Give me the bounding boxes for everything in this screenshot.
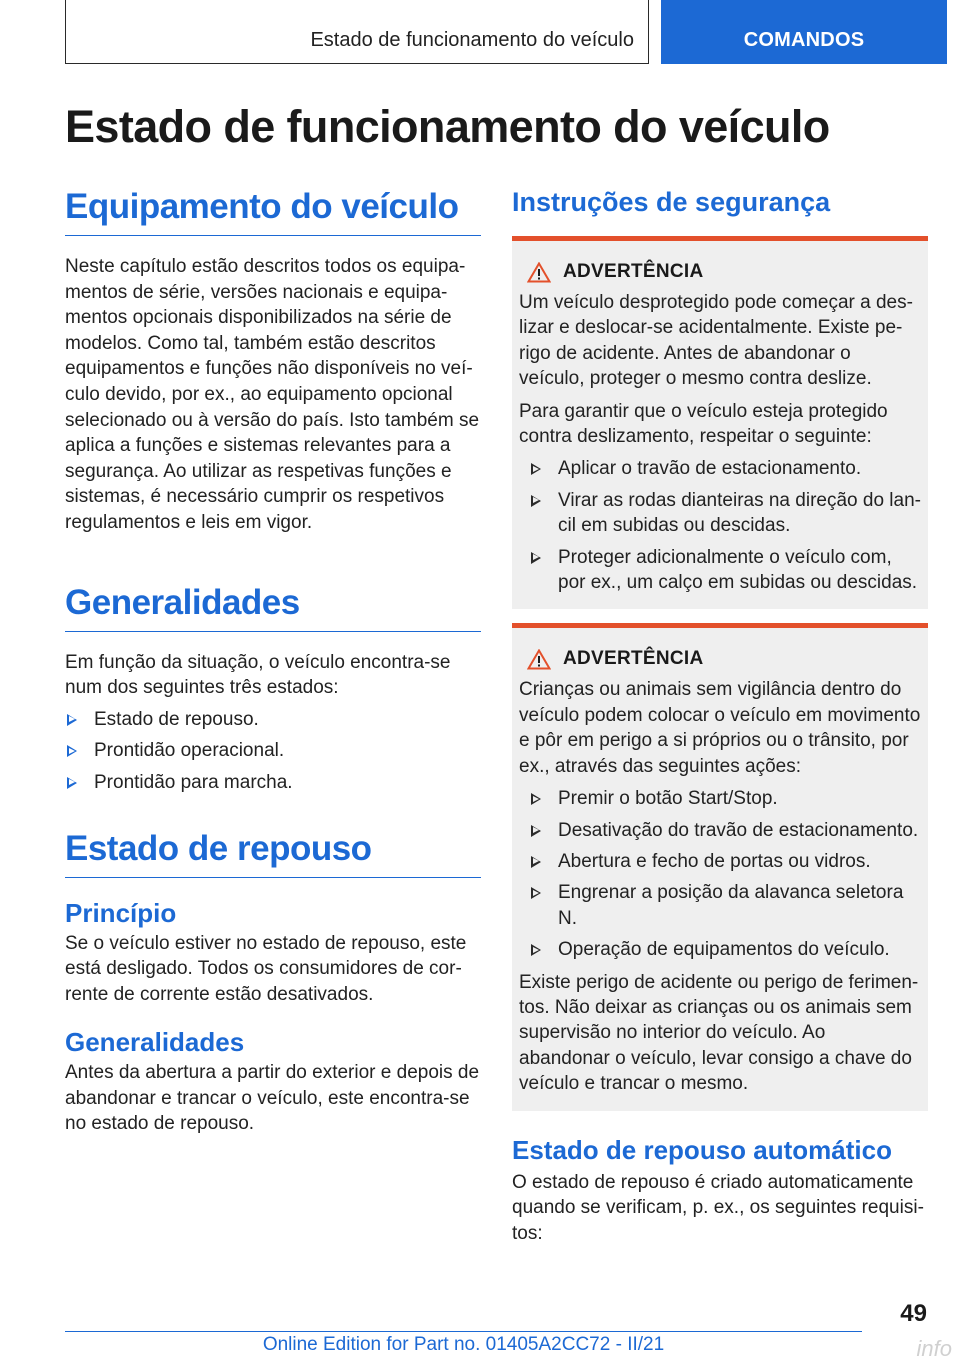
list-item: Virar as rodas dianteiras na direção do lancil em subidas ou descidas. — [529, 488, 921, 539]
list-item: Aplicar o travão de estacionamento. — [529, 456, 921, 481]
generalidades-text: Em função da situação, o veículo encontra-se num dos seguintes três estados: — [65, 651, 451, 699]
warning-box-2 — [512, 623, 928, 1110]
bullet-triangle-icon — [531, 463, 541, 475]
left-column — [65, 187, 481, 1137]
bullet-triangle-icon — [531, 944, 541, 956]
footer-divider — [65, 1331, 862, 1332]
header-chapter-tab[interactable] — [661, 0, 947, 64]
list-item: Operação de equipamentos do veículo. — [529, 937, 921, 962]
bullet-triangle-icon — [531, 552, 541, 564]
warning2-text-2: Existe perigo de acidente ou perigo de ferimentos. Não deixar as crianças ou os animais sem supervisão no interior do veículo. Ao abandonar o veículo, levar consigo a chave do veículo e trancar o mesmo. — [519, 971, 919, 1095]
warning-label: ADVERTÊNCIA — [563, 261, 704, 282]
heading-equipamento: Equipamento do veículo — [65, 187, 481, 236]
header-chapter-label: COMANDOS — [743, 29, 865, 51]
footer-edition-text: Online Edition for Part no. 01405A2CC72 - II/21 — [262, 1334, 665, 1355]
list-item: Prontidão operacional. — [65, 738, 481, 764]
right-column — [512, 187, 928, 1246]
warning-triangle-icon — [527, 262, 551, 283]
bullet-triangle-icon — [67, 745, 77, 757]
header-section-title: Estado de funcionamento do veículo — [310, 29, 634, 51]
bullet-triangle-icon — [67, 777, 77, 789]
page-number: 49 — [900, 1300, 927, 1327]
heading-generalidades: Generalidades — [65, 583, 481, 632]
states-list — [65, 707, 481, 796]
list-item: Abertura e fecho de portas ou vidros. — [529, 849, 921, 874]
principio-text: Se o veículo estiver no estado de repouso, este está desligado. Todos os consumidores de corrente de corrente estão desativados. — [65, 932, 467, 1005]
list-item: Proteger adicionalmente o veículo com, por ex., um calço em subidas ou descidas. — [529, 545, 921, 596]
bullet-triangle-icon — [531, 793, 541, 805]
list-item: Desativação do travão de estacionamento. — [529, 818, 921, 843]
header-section-box — [65, 0, 649, 64]
heading-estado-repouso: Estado de repouso — [65, 829, 481, 878]
generalidades-repouso-text: Antes da abertura a partir do exterior e depois de abandonar e trancar o veículo, este encontra-se no estado de repouso. — [65, 1062, 480, 1135]
equipamento-text: Neste capítulo estão descritos todos os equipamentos de série, versões nacionais e equipamentos opcionais disponibilizados na série de modelos. Como tal, também estão descritos equipamentos e funções não disponíveis no veículo devido, por ex., ao equipamento opcional selecionado ou à versão do país. Isto também se aplica a funções e sistemas relevantes para a segurança. Ao utilizar as respetivas funções e sistemas, é necessário cumprir os respetivos regulamentos e leis em vigor. — [65, 256, 480, 533]
heading-repouso-automatico: Estado de repouso automático — [512, 1134, 892, 1165]
bullet-triangle-icon — [531, 856, 541, 868]
warning-triangle-icon — [527, 649, 551, 670]
bullet-triangle-icon — [531, 495, 541, 507]
page-title: Estado de funcionamento do veículo — [65, 101, 830, 152]
list-item: Prontidão para marcha. — [65, 770, 481, 796]
list-item: Engrenar a posição da alavanca seletora N. — [529, 880, 921, 931]
bullet-triangle-icon — [531, 887, 541, 899]
warning-box-1 — [512, 236, 928, 609]
warning-label: ADVERTÊNCIA — [563, 648, 704, 670]
heading-principio: Princípio — [65, 897, 177, 928]
watermark-text: info — [916, 1336, 952, 1361]
heading-generalidades-repouso: Generalidades — [65, 1027, 245, 1058]
warning2-list — [529, 786, 921, 962]
bullet-triangle-icon — [67, 714, 77, 726]
heading-instrucoes-seguranca: Instruções de segurança — [512, 187, 831, 217]
repouso-automatico-text: O estado de repouso é criado automaticamente quando se verificam, p. ex., os seguintes requisitos: — [512, 1171, 924, 1244]
warning1-text: Um veículo desprotegido pode começar a deslizar e deslocar-se acidentalmente. Existe perigo de acidente. Antes de abandonar o veículo, proteger o mesmo contra deslize. — [519, 292, 913, 390]
warning1-list — [529, 456, 921, 595]
list-item: Estado de repouso. — [65, 707, 481, 733]
warning1-text-2: Para garantir que o veículo esteja protegido contra deslizamento, respeitar o seguinte: — [519, 400, 888, 448]
warning2-text: Crianças ou animais sem vigilância dentro do veículo podem colocar o veículo em movimento e pôr em perigo a si próprios ou o trânsito, por ex., através das seguintes ações: — [519, 679, 921, 777]
list-item: Premir o botão Start/Stop. — [529, 786, 921, 811]
bullet-triangle-icon — [531, 825, 541, 837]
